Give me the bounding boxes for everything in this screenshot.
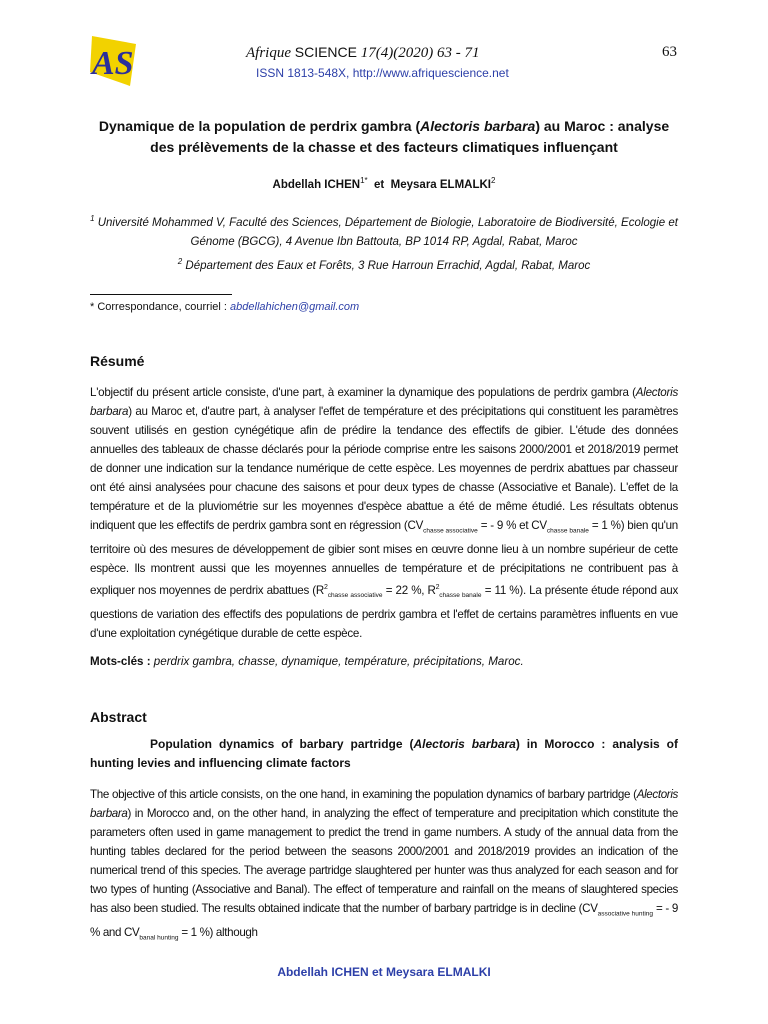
- abstract-text-4: = 1 %) although: [178, 926, 258, 940]
- abstract-title-species: Alectoris barbara: [413, 737, 516, 751]
- journal-header: [246, 44, 479, 62]
- affiliation-1: [90, 209, 678, 252]
- journal-science: SCIENCE: [294, 44, 357, 60]
- resume-sup-r2: 2: [435, 584, 440, 592]
- resume-text-1: L'objectif du présent article consiste, d'une part, à examiner la dynamique des populations de perdrix gambra (: [90, 386, 636, 399]
- author-2: Meysara ELMALKI: [390, 178, 491, 191]
- resume-species: Alectoris barbara: [90, 386, 678, 418]
- affiliation-2: [90, 252, 678, 276]
- resume-sub-associative: chasse associative: [423, 527, 478, 535]
- author-1-sup: 1*: [360, 176, 368, 185]
- abstract-sub-banal: banal hunting: [139, 934, 179, 942]
- resume-sub-banale: chasse banale: [546, 527, 589, 535]
- resume-text-3: = - 9 % et CV: [477, 519, 547, 532]
- footer-authors: Abdellah ICHEN et Meysara ELMALKI: [277, 965, 491, 979]
- correspondence-email-link[interactable]: abdellahichen@gmail.com: [230, 301, 360, 313]
- author-line: [90, 176, 678, 191]
- abstract-species: Alectoris barbara: [90, 788, 678, 820]
- title-species: Alectoris barbara: [420, 118, 536, 134]
- aff-2-sup: 2: [177, 256, 183, 266]
- aff-2-text: Département des Eaux et Forêts, 3 Rue Harroun Errachid, Agdal, Rabat, Maroc: [185, 259, 591, 272]
- abstract-paragraph: [90, 785, 678, 948]
- resume-sub-banale-2: chasse banale: [439, 592, 482, 600]
- resume-sup-r: 2: [324, 584, 328, 592]
- aff-1-text: Université Mohammed V, Faculté des Sciences, Département de Biologie, Laboratoire de Biodiversité, Ecologie et Génome (BGCG), 4 Avenue Ibn Battouta, BP 1014 RP, Agdal, Rabat, Maroc: [97, 216, 678, 248]
- logo-letters: AS: [92, 45, 134, 82]
- journal-volume: 17(4)(2020) 63 - 71: [360, 45, 480, 61]
- title-part1: Dynamique de la population de perdrix gambra (: [98, 118, 421, 134]
- abstract-sub-associative: associative hunting: [597, 910, 653, 918]
- keywords-text: perdrix gambra, chasse, dynamique, température, précipitations, Maroc.: [153, 655, 524, 668]
- affiliations: [90, 209, 678, 276]
- resume-sub-associative-2: chasse associative: [327, 592, 383, 600]
- footnote-rule: [90, 294, 232, 295]
- resume-text-5: = 22 %, R: [382, 584, 436, 598]
- resume-text-6: = 11 %). La présente étude répond aux questions de variation des effectifs des populations de perdrix gambra et l'effet de certains paramètres influents en vue d'une exploitation cynégétique durable de cette espèce.: [90, 584, 678, 641]
- keywords-label: Mots-clés :: [90, 655, 151, 668]
- abstract-text-2: ) in Morocco and, on the other hand, in analyzing the effect of temperature and precipitation which constitute the parameters often used in game management to predict the trend in game numbers. A study of the annual data from the hunting tables declared for the period between the seasons 2000/2001 and 2018/2019 provides an indication of the numerical trend of this species. The average partridge slaughtered per hunter was thus analyzed for each season and for two types of hunting (Associative and Banal). The effect of temperature and rainfall on the means of slaughtered species has also been studied. The results obtained indicate that the number of barbary partridge is in decline (CV: [90, 807, 678, 915]
- abstract-heading: Abstract: [90, 709, 147, 725]
- abstract-title: [90, 735, 678, 773]
- issn-link[interactable]: ISSN 1813-548X, http://www.afriquescience.net: [256, 66, 509, 80]
- keywords: [90, 655, 524, 668]
- correspondence: [90, 301, 359, 313]
- journal-name: Afrique: [246, 45, 291, 61]
- author-separator: et: [374, 178, 385, 191]
- journal-logo: [86, 30, 142, 92]
- title-part2: ) au Maroc : analyse des prélèvements de la chasse et des facteurs climatiques influençant: [150, 118, 670, 155]
- abstract-title-part2: ) in Morocco : analysis of hunting levies and influencing climate factors: [90, 737, 678, 770]
- abstract-text-1: The objective of this article consists, on the one hand, in examining the population dynamics of barbary partridge (: [90, 788, 637, 801]
- abstract-text-3: = - 9 % and CV: [90, 902, 678, 940]
- page-number: 63: [662, 44, 677, 60]
- resume-paragraph: [90, 383, 678, 643]
- author-1: Abdellah ICHEN: [272, 178, 361, 191]
- correspondence-label: * Correspondance, courriel :: [90, 301, 227, 313]
- aff-1-sup: 1: [90, 214, 95, 223]
- resume-text-4: = 1 %) bien qu'un territoire où des mesures de développement de gibier sont mises en œuvre donne lieu à un nombre supérieur de cette espèce. Ils montrent aussi que les moyennes annuelles de température et de précipitations ne contribuent pas à expliquer nos moyennes de perdrix abattues (R: [90, 519, 678, 598]
- author-2-sup: 2: [491, 176, 496, 185]
- article-title: [90, 116, 678, 158]
- abstract-title-part1: Population dynamics of barbary partridge (: [150, 737, 414, 751]
- resume-heading: Résumé: [90, 353, 145, 369]
- resume-text-2: ) au Maroc et, d'autre part, à analyser l'effet de température et des précipitations qui constituent les paramètres souvent utilisés en gestion cynégétique afin de prédire la tendance des effectifs de gibier. L'étude des données annuelles des tableaux de chasse déclarés pour la période comprise entre les saisons 2000/2001 et 2018/2019 permet de donner une indication sur la tendance numérique de cette espèce. Les moyennes de perdrix abattues par chasseur ont été ainsi analysées pour chacune des saisons et pour deux types de chasse (Associative et Banale). L'effet de la température et de la pluviométrie sur les moyennes d'espèce abattue a été de même étudié. Les résultats obtenus indiquent que les effectifs de perdrix gambra sont en régression (CV: [90, 405, 678, 532]
